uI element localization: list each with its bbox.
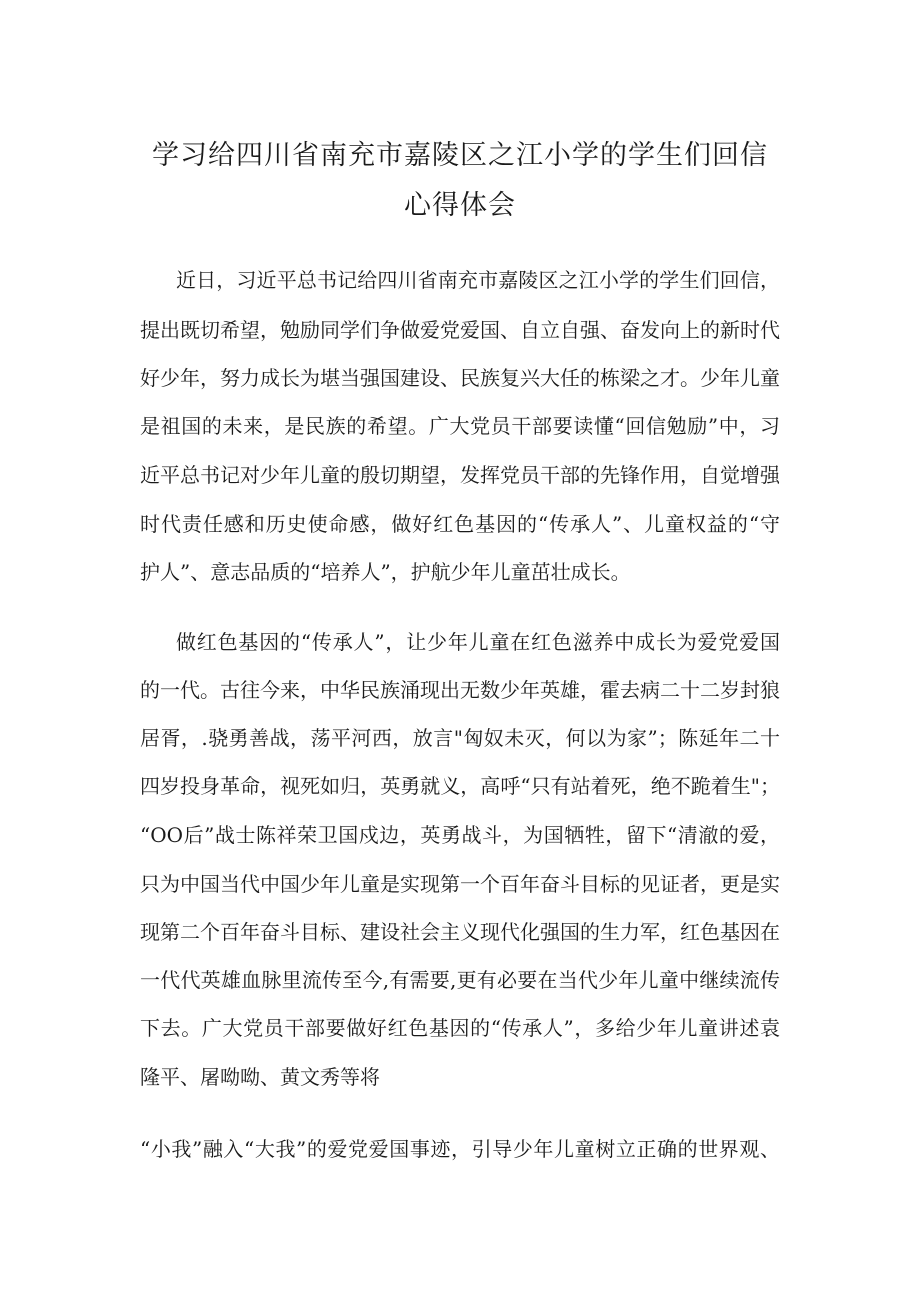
paragraph-2-line-4: 四岁投身革命，视死如归，英勇就义，高呼“只有站着死，绝不跪着生"； — [140, 774, 780, 798]
paragraph-1-line-1: 近日，习近平总书记给四川省南充市嘉陵区之江小学的学生们回信， — [176, 268, 780, 292]
paragraph-1-line-5: 近平总书记对少年儿童的殷切期望，发挥党员干部的先锋作用，自觉增强 — [140, 463, 780, 487]
document-title-line-2: 心得体会 — [404, 190, 516, 221]
paragraph-2-line-8: 一代代英雄血脉里流传至今,有需要,更有必要在当代少年儿童中继续流传 — [140, 968, 780, 992]
paragraph-2-line-10: 隆平、屠呦呦、黄文秀等将 — [140, 1065, 380, 1089]
paragraph-1-line-4: 是祖国的未来，是民族的希望。广大党员干部要读懂“回信勉励”中，习 — [140, 414, 780, 438]
paragraph-2-line-6: 只为中国当代中国少年儿童是实现第一个百年奋斗目标的见证者，更是实 — [140, 872, 780, 896]
document-title-line-1: 学习给四川省南充市嘉陵区之江小学的学生们回信 — [152, 140, 768, 171]
paragraph-2-line-9: 下去。广大党员干部要做好红色基因的“传承人”，多给少年儿童讲述袁 — [140, 1016, 780, 1040]
paragraph-2-line-2: 的一代。古往今来，中华民族涌现出无数少年英雄，霍去病二十二岁封狼 — [140, 678, 780, 702]
paragraph-1-line-6: 时代责任感和历史使命感，做好红色基因的“传承人”、儿童权益的“守 — [140, 512, 780, 536]
paragraph-2-line-3: 居胥，.骁勇善战，荡平河西，放言"匈奴未灭，何以为家”；陈延年二十 — [140, 726, 780, 750]
paragraph-1-line-2: 提出既切希望，勉励同学们争做爱党爱国、自立自强、奋发向上的新时代 — [140, 318, 780, 342]
paragraph-2-line-1: 做红色基因的“传承人”，让少年儿童在红色滋养中成长为爱党爱国 — [176, 630, 780, 654]
paragraph-1-line-7: 护人”、意志品质的“培养人”，护航少年儿童茁壮成长。 — [140, 560, 631, 584]
paragraph-2-line-5: “OO后”战士陈祥荣卫国戍边，英勇战斗，为国牺牲，留下“清澈的爱， — [140, 823, 780, 847]
paragraph-3-line-1: “小我”融入“大我”的爱党爱国事迹，引导少年儿童树立正确的世界观、 — [140, 1137, 780, 1161]
paragraph-1-line-3: 好少年，努力成长为堪当强国建设、民族复兴大任的栋梁之才。少年儿童 — [140, 366, 780, 390]
paragraph-2-line-7: 现第二个百年奋斗目标、建设社会主义现代化强国的生力军，红色基因在 — [140, 920, 780, 944]
